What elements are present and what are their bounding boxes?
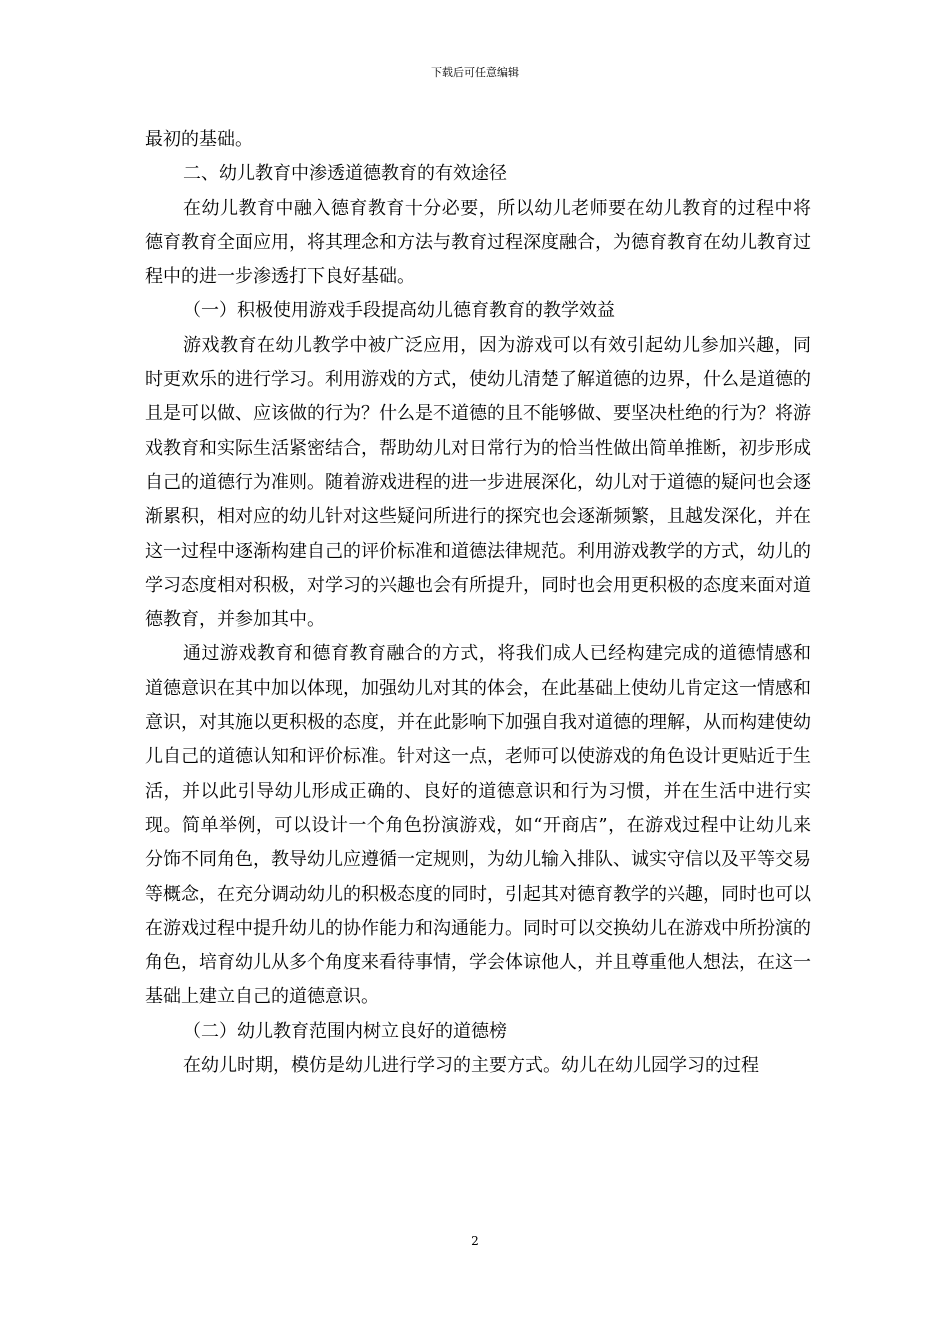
subsection-heading: （二）幼儿教育范围内树立良好的道德榜: [183, 1020, 507, 1042]
paragraph-continuation: 最初的基础。: [145, 129, 253, 150]
paragraph: 在幼儿教育中融入德育教育十分必要，所以幼儿老师要在幼儿教育的过程中将德育教育全面应用，将其理念和方法与教育过程深度融合，为德育教育在幼儿教育过程中的进一步渗透打下良好基础。: [145, 197, 811, 288]
section-heading: 二、幼儿教育中渗透道德教育的有效途径: [183, 163, 507, 185]
paragraph: 在幼儿时期，模仿是幼儿进行学习的主要方式。幼儿在幼儿园学习的过程: [183, 1055, 759, 1077]
document-body: [145, 123, 811, 1083]
subsection-heading: （一）积极使用游戏手段提高幼儿德育教育的教学效益: [183, 300, 615, 322]
paragraph: 游戏教育在幼儿教学中被广泛应用，因为游戏可以有效引起幼儿参加兴趣，同时更欢乐的进行学习。利用游戏的方式，使幼儿清楚了解道德的边界，什么是道德的且是可以做、应该做的行为？什么是不道德的且不能够做、要坚决杜绝的行为？将游戏教育和实际生活紧密结合，帮助幼儿对日常行为的恰当性做出简单推断，初步形成自己的道德行为准则。随着游戏进程的进一步进展深化，幼儿对于道德的疑问也会逐渐累积，相对应的幼儿针对这些疑问所进行的探究也会逐渐频繁，且越发深化，并在这一过程中逐渐构建自己的评价标准和道德法律规范。利用游戏教学的方式，幼儿的学习态度相对积极，对学习的兴趣也会有所提升，同时也会用更积极的态度来面对道德教育，并参加其中。: [145, 334, 811, 631]
paragraph: 通过游戏教育和德育教育融合的方式，将我们成人已经构建完成的道德情感和道德意识在其中加以体现，加强幼儿对其的体会，在此基础上使幼儿肯定这一情感和意识，对其施以更积极的态度，并在此影响下加强自我对道德的理解，从而构建使幼儿自己的道德认知和评价标准。针对这一点，老师可以使游戏的角色设计更贴近于生活，并以此引导幼儿形成正确的、良好的道德意识和行为习惯，并在生活中进行实现。简单举例，可以设计一个角色扮演游戏，如“开商店”，在游戏过程中让幼儿来分饰不同角色，教导幼儿应遵循一定规则，为幼儿输入排队、诚实守信以及平等交易等概念，在充分调动幼儿的积极态度的同时，引起其对德育教学的兴趣，同时也可以在游戏过程中提升幼儿的协作能力和沟通能力。同时可以交换幼儿在游戏中所扮演的角色，培育幼儿从多个角度来看待事情，学会体谅他人，并且尊重他人想法，在这一基础上建立自己的道德意识。: [145, 643, 811, 1008]
page-header: 下载后可任意编辑: [431, 66, 519, 79]
page-number: 2: [471, 1234, 479, 1248]
